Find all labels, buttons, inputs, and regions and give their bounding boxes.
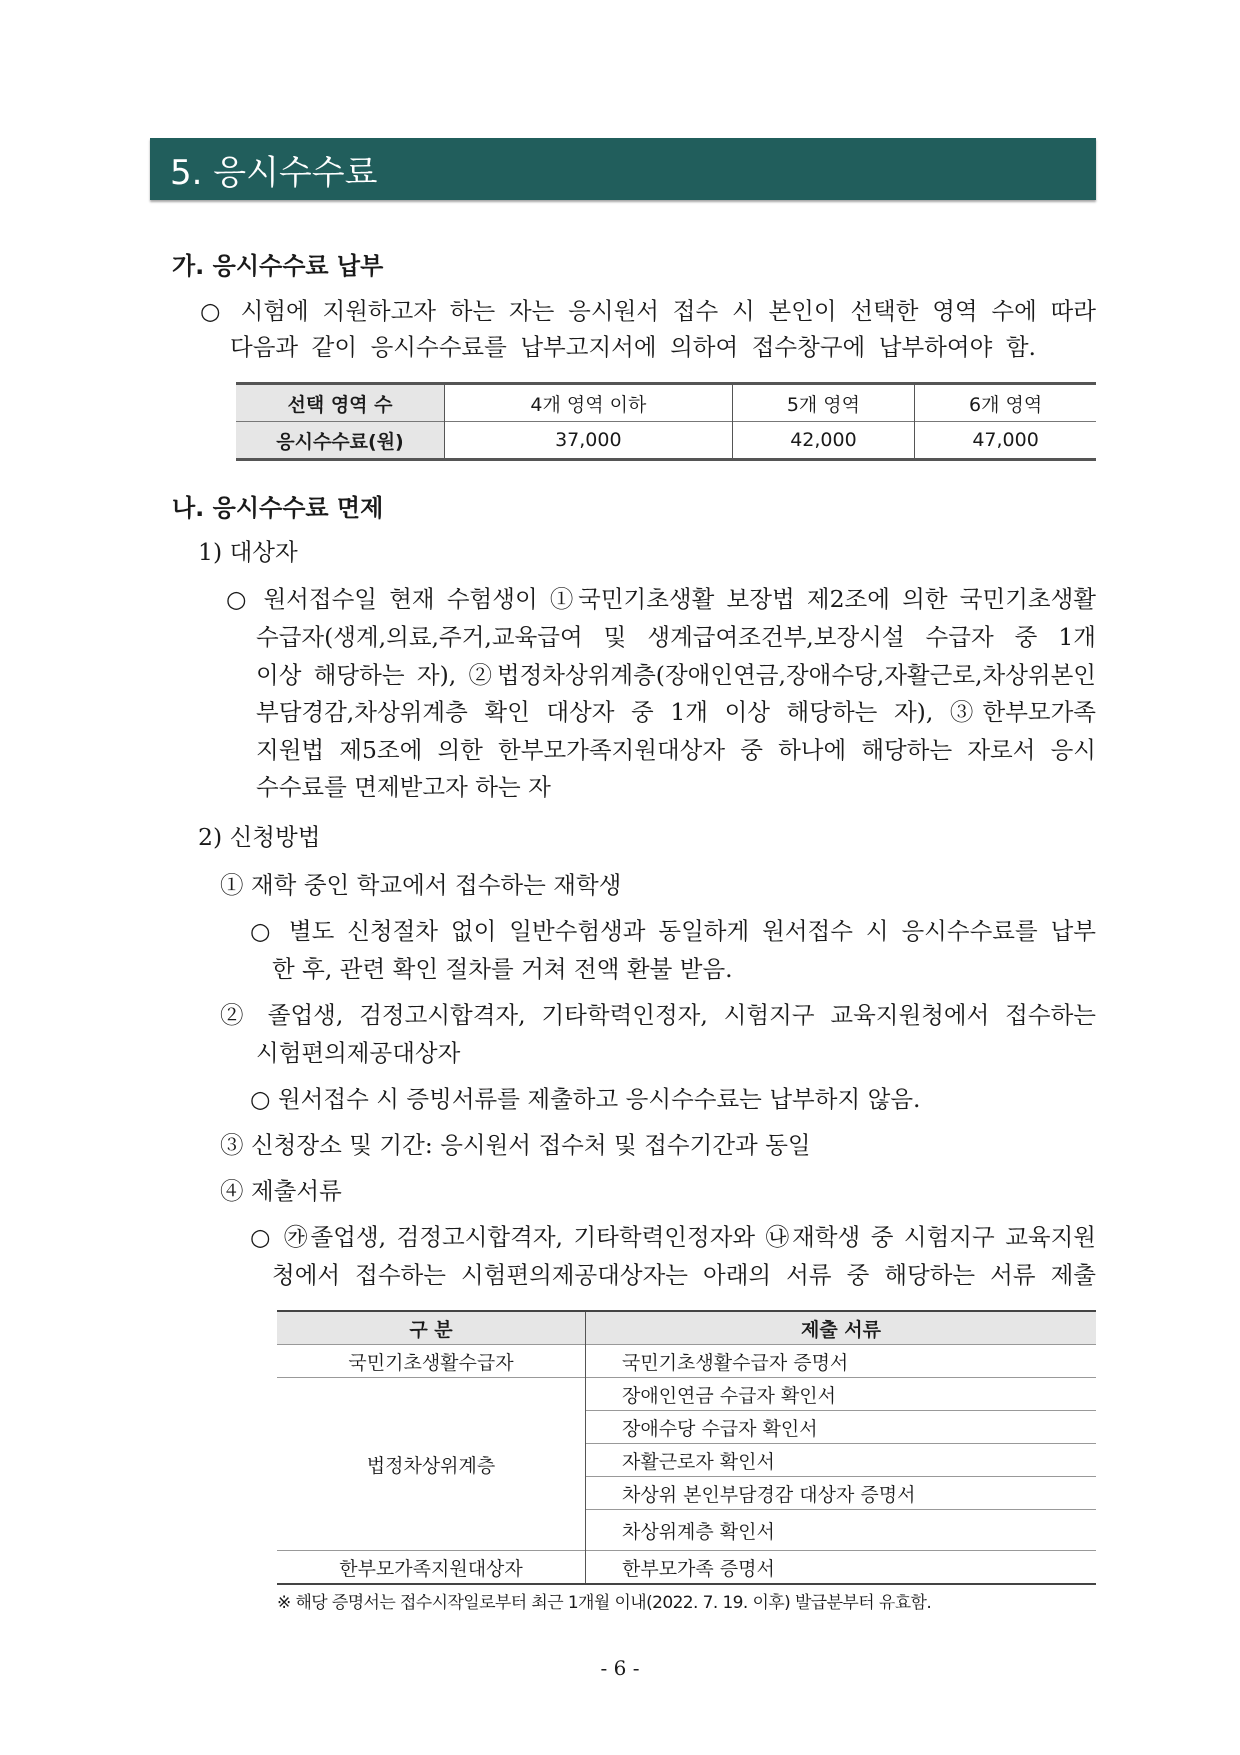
fee-col-4-areas: 4개 영역 이하 (445, 384, 733, 422)
doc-cost-reduction: 차상위 본인부담경감 대상자 증명서 (586, 1477, 1097, 1510)
table-row (277, 1378, 1096, 1411)
item4-line-1: ○ ㉮졸업생, 검정고시합격자, 기타학력인정자와 ㉯재학생 중 시험지구 교육지원 (250, 1223, 1096, 1251)
section-title: 5. 응시수수료 (170, 152, 378, 193)
item2-line-1: ② 졸업생, 검정고시합격자, 기타학력인정자, 시험지구 교육지원청에서 접수하는 (220, 1001, 1096, 1029)
fee-col-5-areas: 5개 영역 (732, 384, 915, 422)
item3-title: ③ 신청장소 및 기간: 응시원서 접수처 및 접수기간과 동일 (220, 1131, 811, 1159)
sub1-line-3: 이상 해당하는 자), ②법정차상위계층(장애인연금,장애수당,자활근로,차상위본인 (256, 661, 1096, 689)
part-b-heading: 나. 응시수수료 면제 (172, 494, 384, 522)
doc-near-poverty-confirm: 차상위계층 확인서 (586, 1510, 1097, 1551)
item4-line-2: 청에서 접수하는 시험편의제공대상자는 아래의 서류 중 해당하는 서류 제출 (272, 1261, 1096, 1289)
doc-disability-pension: 장애인연금 수급자 확인서 (586, 1378, 1097, 1411)
part-a-line-1: ○ 시험에 지원하고자 하는 자는 응시원서 접수 시 본인이 선택한 영역 수에 따라 (200, 297, 1096, 325)
page-number: - 6 - (600, 1656, 640, 1680)
validity-note: ※ 해당 증명서는 접수시작일로부터 최근 1개월 이내(2022. 7. 19. 이후) 발급분부터 유효함. (277, 1593, 932, 1613)
item2-line-2: 시험편의제공대상자 (256, 1039, 461, 1067)
sub1-line-2: 수급자(생계,의료,주거,교육급여 및 생계급여조건부,보장시설 수급자 중 1개 (256, 623, 1096, 651)
fee-col-6-areas: 6개 영역 (915, 384, 1096, 422)
category-basic-livelihood: 국민기초생활수급자 (277, 1345, 586, 1378)
sub1-line-5: 지원법 제5조에 의한 한부모가족지원대상자 중 하나에 해당하는 자로서 응시 (256, 736, 1096, 764)
fee-table-row-areas (236, 384, 1096, 422)
document-table (277, 1310, 1096, 1585)
part-a-heading: 가. 응시수수료 납부 (172, 252, 384, 280)
doc-self-support-worker: 자활근로자 확인서 (586, 1444, 1097, 1477)
header-documents: 제출 서류 (586, 1311, 1097, 1345)
document-table-header (277, 1311, 1096, 1345)
fee-table (236, 382, 1096, 461)
item1-line-2: 한 후, 관련 확인 절차를 거쳐 전액 환불 받음. (272, 955, 733, 983)
doc-single-parent: 한부모가족 증명서 (586, 1551, 1097, 1585)
sub1-line-6: 수수료를 면제받고자 하는 자 (256, 773, 551, 801)
fee-value-6-areas: 47,000 (915, 422, 1096, 460)
item1-title: ① 재학 중인 학교에서 접수하는 재학생 (220, 871, 622, 899)
fee-value-5-areas: 42,000 (732, 422, 915, 460)
sub1-line-1: ○ 원서접수일 현재 수험생이 ①국민기초생활 보장법 제2조에 의한 국민기초생활 (226, 585, 1096, 613)
fee-value-4-areas: 37,000 (445, 422, 733, 460)
doc-disability-allowance: 장애수당 수급자 확인서 (586, 1411, 1097, 1444)
table-row (277, 1551, 1096, 1585)
fee-header-fee: 응시수수료(원) (236, 422, 445, 460)
item4-title: ④ 제출서류 (220, 1177, 342, 1205)
doc-basic-livelihood: 국민기초생활수급자 증명서 (586, 1345, 1097, 1378)
header-category: 구 분 (277, 1311, 586, 1345)
sub1-title: 1) 대상자 (198, 538, 298, 566)
part-a-line-2: 다음과 같이 응시수수료를 납부고지서에 의하여 접수창구에 납부하여야 함. (230, 333, 1036, 361)
category-near-poverty: 법정차상위계층 (277, 1378, 586, 1551)
fee-header-areas: 선택 영역 수 (236, 384, 445, 422)
sub2-title: 2) 신청방법 (198, 823, 321, 851)
category-single-parent: 한부모가족지원대상자 (277, 1551, 586, 1585)
section-title-bar (150, 138, 1096, 200)
fee-table-row-fee (236, 422, 1096, 460)
sub1-line-4: 부담경감,차상위계층 확인 대상자 중 1개 이상 해당하는 자), ③한부모가족 (256, 698, 1096, 726)
item1-line-1: ○ 별도 신청절차 없이 일반수험생과 동일하게 원서접수 시 응시수수료를 납부 (250, 917, 1096, 945)
item2-bullet: ○ 원서접수 시 증빙서류를 제출하고 응시수수료는 납부하지 않음. (250, 1085, 921, 1113)
table-row (277, 1345, 1096, 1378)
